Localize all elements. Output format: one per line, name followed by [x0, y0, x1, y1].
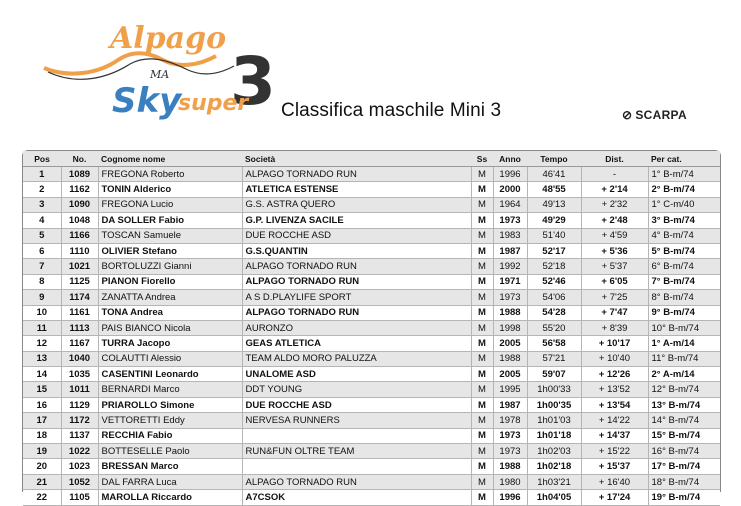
- cell-sex: M: [471, 413, 493, 428]
- cell-sex: M: [471, 351, 493, 366]
- cell-time: 1h01'18: [527, 428, 581, 443]
- cell-club: ATLETICA ESTENSE: [242, 182, 471, 197]
- page-title: Classifica maschile Mini 3: [281, 100, 502, 121]
- logo-word-ma: MA: [150, 68, 170, 81]
- cell-cat: 4° B-m/74: [648, 228, 720, 243]
- cell-time: 49'29: [527, 213, 581, 228]
- cell-cat: 1° A-m/14: [648, 336, 720, 351]
- table-row: [23, 351, 720, 366]
- cell-cat: 8° B-m/74: [648, 290, 720, 305]
- cell-sex: M: [471, 197, 493, 212]
- cell-pos: 20: [23, 459, 61, 474]
- cell-cat: 2° B-m/74: [648, 182, 720, 197]
- cell-no: 1137: [61, 428, 98, 443]
- cell-cat: 11° B-m/74: [648, 351, 720, 366]
- cell-name: TOSCAN Samuele: [98, 228, 242, 243]
- cell-year: 1971: [493, 274, 527, 289]
- cell-time: 1h00'35: [527, 397, 581, 412]
- table-header-row: [23, 151, 720, 167]
- table-row: [23, 413, 720, 428]
- cell-time: 48'55: [527, 182, 581, 197]
- cell-sex: M: [471, 397, 493, 412]
- cell-cat: 12° B-m/74: [648, 382, 720, 397]
- cell-name: DAL FARRA Luca: [98, 474, 242, 489]
- cell-pos: 17: [23, 413, 61, 428]
- cell-name: ZANATTA Andrea: [98, 290, 242, 305]
- cell-pos: 8: [23, 274, 61, 289]
- cell-pos: 3: [23, 197, 61, 212]
- cell-name: BORTOLUZZI Gianni: [98, 259, 242, 274]
- cell-year: 1987: [493, 243, 527, 258]
- table-row: [23, 397, 720, 412]
- cell-time: 1h02'18: [527, 459, 581, 474]
- cell-name: PIANON Fiorello: [98, 274, 242, 289]
- results-table: [23, 151, 720, 506]
- cell-club: ALPAGO TORNADO RUN: [242, 274, 471, 289]
- table-row: [23, 459, 720, 474]
- cell-cat: 14° B-m/74: [648, 413, 720, 428]
- cell-dist: -: [581, 167, 648, 182]
- cell-time: 57'21: [527, 351, 581, 366]
- table-row: [23, 197, 720, 212]
- cell-year: 2000: [493, 182, 527, 197]
- table-row: [23, 290, 720, 305]
- logo-word-super: super: [178, 91, 249, 116]
- cell-sex: M: [471, 474, 493, 489]
- cell-dist: + 2'48: [581, 213, 648, 228]
- cell-name: BERNARDI Marco: [98, 382, 242, 397]
- cell-time: 46'41: [527, 167, 581, 182]
- cell-sex: M: [471, 213, 493, 228]
- cell-sex: M: [471, 259, 493, 274]
- cell-no: 1161: [61, 305, 98, 320]
- cell-pos: 14: [23, 367, 61, 382]
- logo-word-alpago: Alpago: [110, 21, 227, 56]
- cell-sex: M: [471, 274, 493, 289]
- cell-name: TURRA Jacopo: [98, 336, 242, 351]
- cell-club: ALPAGO TORNADO RUN: [242, 259, 471, 274]
- cell-no: 1172: [61, 413, 98, 428]
- cell-time: 1h00'33: [527, 382, 581, 397]
- cell-time: 52'18: [527, 259, 581, 274]
- cell-sex: M: [471, 243, 493, 258]
- cell-pos: 10: [23, 305, 61, 320]
- table-row: [23, 428, 720, 443]
- cell-club: NERVESA RUNNERS: [242, 413, 471, 428]
- cell-sex: M: [471, 336, 493, 351]
- cell-time: 56'58: [527, 336, 581, 351]
- cell-dist: + 17'24: [581, 490, 648, 505]
- cell-year: 2005: [493, 367, 527, 382]
- cell-cat: 9° B-m/74: [648, 305, 720, 320]
- cell-club: A7CSOK: [242, 490, 471, 505]
- cell-club: DDT YOUNG: [242, 382, 471, 397]
- cell-name: PRIAROLLO Simone: [98, 397, 242, 412]
- logo-digit: 3: [230, 43, 276, 120]
- cell-cat: 17° B-m/74: [648, 459, 720, 474]
- table-row: [23, 320, 720, 335]
- cell-year: 1988: [493, 459, 527, 474]
- cell-no: 1048: [61, 213, 98, 228]
- cell-name: BRESSAN Marco: [98, 459, 242, 474]
- cell-cat: 10° B-m/74: [648, 320, 720, 335]
- cell-dist: + 10'17: [581, 336, 648, 351]
- cell-club: ALPAGO TORNADO RUN: [242, 305, 471, 320]
- cell-year: 1983: [493, 228, 527, 243]
- cell-club: GEAS ATLETICA: [242, 336, 471, 351]
- cell-no: 1052: [61, 474, 98, 489]
- cell-no: 1105: [61, 490, 98, 505]
- cell-year: 1996: [493, 490, 527, 505]
- cell-no: 1110: [61, 243, 98, 258]
- cell-no: 1125: [61, 274, 98, 289]
- cell-time: 59'07: [527, 367, 581, 382]
- cell-pos: 2: [23, 182, 61, 197]
- table-row: [23, 182, 720, 197]
- cell-club: ALPAGO TORNADO RUN: [242, 474, 471, 489]
- cell-year: 1973: [493, 290, 527, 305]
- cell-no: 1166: [61, 228, 98, 243]
- cell-pos: 1: [23, 167, 61, 182]
- cell-club: G.S.QUANTIN: [242, 243, 471, 258]
- sponsor-logo: [622, 108, 687, 122]
- cell-pos: 21: [23, 474, 61, 489]
- cell-no: 1129: [61, 397, 98, 412]
- header-pos: Pos: [23, 151, 61, 167]
- cell-club: AURONZO: [242, 320, 471, 335]
- cell-time: 1h01'03: [527, 413, 581, 428]
- header-time: Tempo: [527, 151, 581, 167]
- cell-club: DUE ROCCHE ASD: [242, 228, 471, 243]
- header-cat: Per cat.: [648, 151, 720, 167]
- header-no: No.: [61, 151, 98, 167]
- cell-year: 1995: [493, 382, 527, 397]
- cell-sex: M: [471, 182, 493, 197]
- cell-dist: + 14'37: [581, 428, 648, 443]
- cell-year: 1973: [493, 213, 527, 228]
- cell-cat: 5° B-m/74: [648, 243, 720, 258]
- cell-time: 51'40: [527, 228, 581, 243]
- cell-pos: 15: [23, 382, 61, 397]
- cell-pos: 9: [23, 290, 61, 305]
- cell-pos: 22: [23, 490, 61, 505]
- cell-dist: + 14'22: [581, 413, 648, 428]
- header-club: Società: [242, 151, 471, 167]
- cell-dist: + 7'25: [581, 290, 648, 305]
- cell-pos: 4: [23, 213, 61, 228]
- cell-club: UNALOME ASD: [242, 367, 471, 382]
- cell-no: 1090: [61, 197, 98, 212]
- cell-club: RUN&FUN OLTRE TEAM: [242, 444, 471, 459]
- table-row: [23, 243, 720, 258]
- table-row: [23, 213, 720, 228]
- cell-sex: M: [471, 320, 493, 335]
- cell-no: 1162: [61, 182, 98, 197]
- cell-no: 1011: [61, 382, 98, 397]
- table-row: [23, 382, 720, 397]
- cell-dist: + 7'47: [581, 305, 648, 320]
- cell-name: PAIS BIANCO Nicola: [98, 320, 242, 335]
- results-table-body: [23, 167, 720, 506]
- cell-name: OLIVIER Stefano: [98, 243, 242, 258]
- header-name: Cognome nome: [98, 151, 242, 167]
- cell-club: A S D.PLAYLIFE SPORT: [242, 290, 471, 305]
- cell-club: DUE ROCCHE ASD: [242, 397, 471, 412]
- cell-pos: 13: [23, 351, 61, 366]
- cell-club: [242, 428, 471, 443]
- cell-dist: + 10'40: [581, 351, 648, 366]
- cell-sex: M: [471, 444, 493, 459]
- cell-year: 1988: [493, 351, 527, 366]
- cell-sex: M: [471, 428, 493, 443]
- cell-dist: + 5'36: [581, 243, 648, 258]
- cell-pos: 12: [23, 336, 61, 351]
- cell-name: DA SOLLER Fabio: [98, 213, 242, 228]
- table-row: [23, 305, 720, 320]
- cell-no: 1113: [61, 320, 98, 335]
- cell-cat: 16° B-m/74: [648, 444, 720, 459]
- cell-cat: 3° B-m/74: [648, 213, 720, 228]
- cell-no: 1023: [61, 459, 98, 474]
- cell-no: 1174: [61, 290, 98, 305]
- table-row: [23, 274, 720, 289]
- cell-name: BOTTESELLE Paolo: [98, 444, 242, 459]
- cell-sex: M: [471, 228, 493, 243]
- cell-time: 52'17: [527, 243, 581, 258]
- cell-name: FREGONA Lucio: [98, 197, 242, 212]
- cell-no: 1040: [61, 351, 98, 366]
- cell-sex: M: [471, 167, 493, 182]
- event-logo: [38, 8, 278, 128]
- alpago-skysuper-logo-graphic: [38, 8, 278, 128]
- cell-club: TEAM ALDO MORO PALUZZA: [242, 351, 471, 366]
- table-row: [23, 444, 720, 459]
- cell-sex: M: [471, 290, 493, 305]
- cell-pos: 19: [23, 444, 61, 459]
- cell-year: 1988: [493, 305, 527, 320]
- cell-pos: 6: [23, 243, 61, 258]
- cell-pos: 18: [23, 428, 61, 443]
- cell-time: 55'20: [527, 320, 581, 335]
- cell-dist: + 2'14: [581, 182, 648, 197]
- cell-name: TONIN Alderico: [98, 182, 242, 197]
- cell-dist: + 16'40: [581, 474, 648, 489]
- cell-cat: 1° B-m/74: [648, 167, 720, 182]
- cell-dist: + 15'37: [581, 459, 648, 474]
- cell-year: 1987: [493, 397, 527, 412]
- cell-cat: 18° B-m/74: [648, 474, 720, 489]
- cell-year: 1998: [493, 320, 527, 335]
- cell-no: 1022: [61, 444, 98, 459]
- logo-word-sky: Sky: [112, 81, 182, 121]
- cell-club: [242, 459, 471, 474]
- cell-no: 1035: [61, 367, 98, 382]
- cell-pos: 5: [23, 228, 61, 243]
- cell-club: G.P. LIVENZA SACILE: [242, 213, 471, 228]
- cell-cat: 7° B-m/74: [648, 274, 720, 289]
- cell-name: CASENTINI Leonardo: [98, 367, 242, 382]
- cell-cat: 13° B-m/74: [648, 397, 720, 412]
- cell-cat: 19° B-m/74: [648, 490, 720, 505]
- cell-sex: M: [471, 490, 493, 505]
- cell-name: RECCHIA Fabio: [98, 428, 242, 443]
- table-row: [23, 167, 720, 182]
- sponsor-name: SCARPA: [635, 108, 687, 122]
- cell-pos: 7: [23, 259, 61, 274]
- cell-time: 54'06: [527, 290, 581, 305]
- cell-time: 49'13: [527, 197, 581, 212]
- cell-year: 1973: [493, 428, 527, 443]
- cell-dist: + 12'26: [581, 367, 648, 382]
- cell-name: COLAUTTI Alessio: [98, 351, 242, 366]
- cell-cat: 6° B-m/74: [648, 259, 720, 274]
- cell-club: G.S. ASTRA QUERO: [242, 197, 471, 212]
- cell-dist: + 15'22: [581, 444, 648, 459]
- cell-sex: M: [471, 305, 493, 320]
- cell-time: 52'46: [527, 274, 581, 289]
- cell-pos: 11: [23, 320, 61, 335]
- table-row: [23, 367, 720, 382]
- results-table-container: [22, 150, 721, 503]
- cell-time: 1h03'21: [527, 474, 581, 489]
- cell-dist: + 13'54: [581, 397, 648, 412]
- scarpa-mark-icon: ⊘: [622, 108, 633, 122]
- cell-year: 1978: [493, 413, 527, 428]
- cell-dist: + 13'52: [581, 382, 648, 397]
- cell-year: 1992: [493, 259, 527, 274]
- cell-dist: + 2'32: [581, 197, 648, 212]
- cell-dist: + 5'37: [581, 259, 648, 274]
- cell-sex: M: [471, 382, 493, 397]
- cell-cat: 15° B-m/74: [648, 428, 720, 443]
- cell-year: 1964: [493, 197, 527, 212]
- cell-pos: 16: [23, 397, 61, 412]
- header-year: Anno: [493, 151, 527, 167]
- cell-cat: 1° C-m/40: [648, 197, 720, 212]
- cell-no: 1021: [61, 259, 98, 274]
- cell-name: TONA Andrea: [98, 305, 242, 320]
- cell-sex: M: [471, 367, 493, 382]
- table-row: [23, 228, 720, 243]
- cell-dist: + 8'39: [581, 320, 648, 335]
- header-sex: Ss: [471, 151, 493, 167]
- cell-no: 1089: [61, 167, 98, 182]
- cell-no: 1167: [61, 336, 98, 351]
- cell-year: 1973: [493, 444, 527, 459]
- cell-time: 1h04'05: [527, 490, 581, 505]
- cell-dist: + 6'05: [581, 274, 648, 289]
- cell-sex: M: [471, 459, 493, 474]
- table-row: [23, 259, 720, 274]
- cell-club: ALPAGO TORNADO RUN: [242, 167, 471, 182]
- cell-year: 2005: [493, 336, 527, 351]
- table-row: [23, 474, 720, 489]
- cell-time: 1h02'03: [527, 444, 581, 459]
- cell-name: MAROLLA Riccardo: [98, 490, 242, 505]
- header-dist: Dist.: [581, 151, 648, 167]
- cell-year: 1980: [493, 474, 527, 489]
- table-row: [23, 336, 720, 351]
- cell-cat: 2° A-m/14: [648, 367, 720, 382]
- cell-dist: + 4'59: [581, 228, 648, 243]
- cell-time: 54'28: [527, 305, 581, 320]
- cell-name: FREGONA Roberto: [98, 167, 242, 182]
- cell-year: 1996: [493, 167, 527, 182]
- cell-name: VETTORETTI Eddy: [98, 413, 242, 428]
- table-row: [23, 490, 720, 505]
